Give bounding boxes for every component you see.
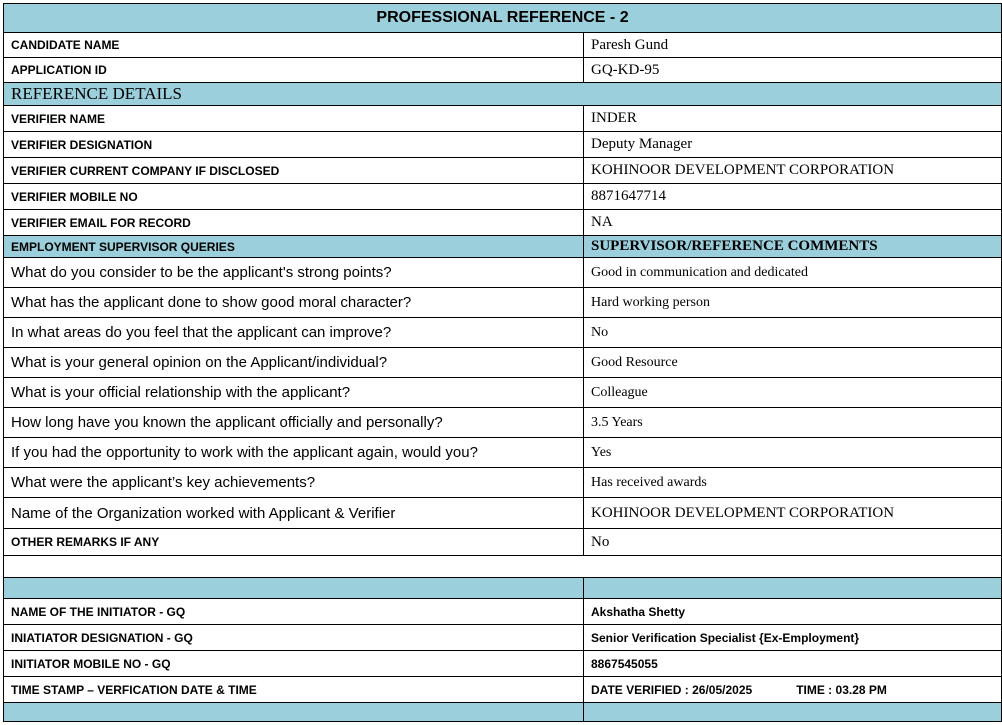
verified-time: TIME : 03.28 PM (796, 682, 887, 697)
query-answer: Colleague (584, 378, 1002, 408)
query-question: What were the applicant’s key achievements? (4, 468, 584, 498)
footer-band-right (584, 703, 1002, 722)
query-row (4, 318, 1002, 348)
initiator-name-value: Akshatha Shetty (584, 599, 1002, 625)
verifier-email-label: VERIFIER EMAIL FOR RECORD (4, 210, 584, 236)
query-question: In what areas do you feel that the applicant can improve? (4, 318, 584, 348)
queries-header-right: SUPERVISOR/REFERENCE COMMENTS (584, 236, 1002, 258)
verifier-name-value: INDER (584, 106, 1002, 132)
initiator-mobile-label: INITIATOR MOBILE NO - GQ (4, 651, 584, 677)
query-question: What has the applicant done to show good moral character? (4, 288, 584, 318)
initiator-designation-label: INIATIATOR DESIGNATION - GQ (4, 625, 584, 651)
query-question: How long have you known the applicant officially and personally? (4, 408, 584, 438)
initiator-designation-value: Senior Verification Specialist {Ex-Employment} (584, 625, 1002, 651)
verifier-mobile-label: VERIFIER MOBILE NO (4, 184, 584, 210)
timestamp-value (584, 677, 1002, 703)
query-row (4, 288, 1002, 318)
candidate-name-label: CANDIDATE NAME (4, 33, 584, 58)
verified-date: DATE VERIFIED : 26/05/2025 (591, 682, 753, 697)
query-row (4, 258, 1002, 288)
initiator-header-right (584, 578, 1002, 599)
query-answer: 3.5 Years (584, 408, 1002, 438)
reference-sheet (3, 3, 1002, 722)
query-answer: Good in communication and dedicated (584, 258, 1002, 288)
query-answer: Good Resource (584, 348, 1002, 378)
query-row (4, 408, 1002, 438)
application-id-value: GQ-KD-95 (584, 58, 1002, 83)
query-question: What is your official relationship with the applicant? (4, 378, 584, 408)
verifier-designation-label: VERIFIER DESIGNATION (4, 132, 584, 158)
application-id-label: APPLICATION ID (4, 58, 584, 83)
timestamp-label: TIME STAMP – VERFICATION DATE & TIME (4, 677, 584, 703)
query-row (4, 378, 1002, 408)
verifier-company-label: VERIFIER CURRENT COMPANY IF DISCLOSED (4, 158, 584, 184)
verifier-mobile-value: 8871647714 (584, 184, 1002, 210)
candidate-name-value: Paresh Gund (584, 33, 1002, 58)
reference-details-header: REFERENCE DETAILS (4, 83, 1002, 106)
query-row (4, 348, 1002, 378)
remarks-value: No (584, 529, 1002, 556)
query-row (4, 498, 1002, 529)
remarks-label: OTHER REMARKS IF ANY (4, 529, 584, 556)
query-answer: KOHINOOR DEVELOPMENT CORPORATION (584, 498, 1002, 529)
initiator-name-label: NAME OF THE INITIATOR - GQ (4, 599, 584, 625)
query-row (4, 468, 1002, 498)
footer-band-left (4, 703, 584, 722)
query-answer: No (584, 318, 1002, 348)
blank-spacer-row (4, 556, 1002, 578)
query-answer: Has received awards (584, 468, 1002, 498)
query-question: What is your general opinion on the Applicant/individual? (4, 348, 584, 378)
query-row (4, 438, 1002, 468)
initiator-mobile-value: 8867545055 (584, 651, 1002, 677)
query-question: Name of the Organization worked with Applicant & Verifier (4, 498, 584, 529)
query-question: What do you consider to be the applicant's strong points? (4, 258, 584, 288)
query-answer: Yes (584, 438, 1002, 468)
page-title: PROFESSIONAL REFERENCE - 2 (4, 4, 1002, 33)
verifier-name-label: VERIFIER NAME (4, 106, 584, 132)
verifier-company-value: KOHINOOR DEVELOPMENT CORPORATION (584, 158, 1002, 184)
initiator-header-left (4, 578, 584, 599)
query-answer: Hard working person (584, 288, 1002, 318)
queries-header-left: EMPLOYMENT SUPERVISOR QUERIES (4, 236, 584, 258)
query-question: If you had the opportunity to work with the applicant again, would you? (4, 438, 584, 468)
verifier-email-value: NA (584, 210, 1002, 236)
verifier-designation-value: Deputy Manager (584, 132, 1002, 158)
